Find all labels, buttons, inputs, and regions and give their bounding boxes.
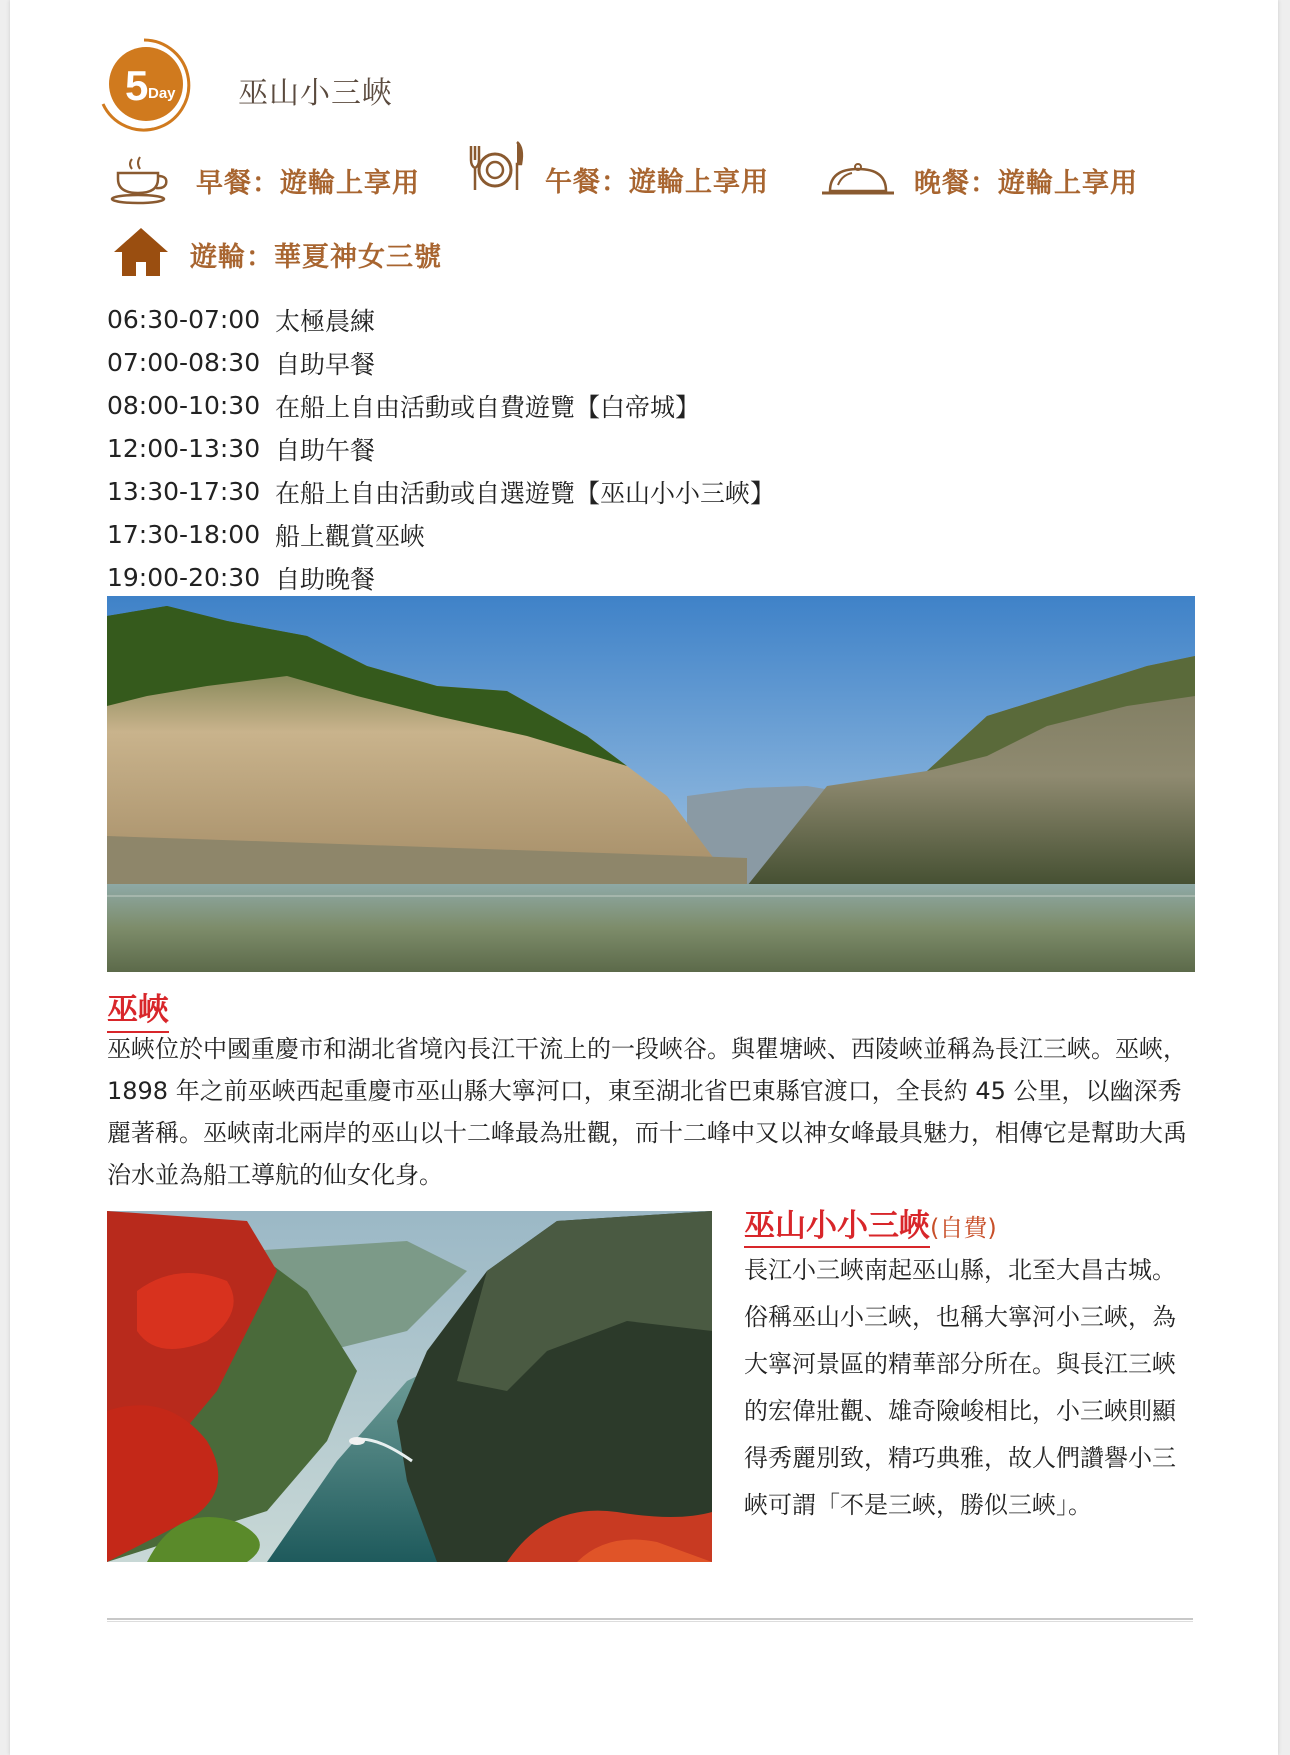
schedule-row — [107, 470, 775, 513]
house-icon — [110, 224, 172, 284]
schedule-row — [107, 427, 775, 470]
small-gorges-text: 長江小三峽南起巫山縣，北至大昌古城。俗稱巫山小三峽，也稱大寧河小三峽，為大寧河景區的精華部分所在。與長江三峽的宏偉壯觀、雄奇險峻相比，小三峽則顯得秀麗別致，精巧典雅，故人們讚譽小三峽可謂「不是三峽，勝似三峽」。 — [744, 1256, 1176, 1519]
wu-gorge-title: 巫峽 — [107, 984, 169, 1033]
breakfast-label: 早餐：遊輪上享用 — [196, 167, 420, 199]
schedule-time: 07:00-08:30 — [107, 348, 261, 377]
schedule-activity: 在船上自由活動或自選遊覽【巫山小小三峽】 — [275, 478, 776, 508]
coffee-cup-icon — [110, 155, 172, 205]
schedule-time: 06:30-07:00 — [107, 305, 261, 334]
schedule-activity: 自助早餐 — [275, 349, 376, 379]
day-badge — [95, 36, 193, 134]
day-title: 巫山小三峽 — [238, 76, 393, 111]
day-word: Day — [148, 85, 176, 102]
schedule-time: 08:00-10:30 — [107, 391, 261, 420]
wu-gorge-photo — [107, 596, 1195, 972]
schedule-time: 12:00-13:30 — [107, 434, 261, 463]
schedule-activity: 在船上自由活動或自費遊覽【白帝城】 — [275, 392, 701, 422]
bottom-divider — [107, 1618, 1193, 1622]
lodging-item — [110, 224, 442, 284]
day-number: 5 — [125, 62, 149, 109]
lunch-item — [465, 138, 769, 198]
small-gorges-title-main: 巫山小小三峽 — [744, 1208, 930, 1248]
small-gorges-title-note: (自費) — [930, 1214, 997, 1242]
schedule-row — [107, 298, 775, 341]
small-gorges-photo — [107, 1211, 712, 1562]
dinner-item — [820, 150, 1138, 210]
schedule-activity: 自助午餐 — [275, 435, 376, 465]
breakfast-item — [110, 150, 420, 210]
schedule-list — [107, 298, 775, 599]
schedule-row — [107, 513, 775, 556]
small-gorges-title — [744, 1200, 997, 1245]
schedule-activity: 太極晨練 — [275, 306, 376, 336]
schedule-row — [107, 556, 775, 599]
plate-cutlery-icon — [465, 138, 527, 198]
dinner-label: 晚餐：遊輪上享用 — [914, 167, 1138, 199]
schedule-row — [107, 384, 775, 427]
schedule-time: 13:30-17:30 — [107, 477, 261, 506]
schedule-time: 19:00-20:30 — [107, 563, 261, 592]
cloche-icon — [820, 157, 896, 203]
lunch-label: 午餐：遊輪上享用 — [545, 166, 769, 198]
lodging-label: 遊輪：華夏神女三號 — [190, 241, 442, 273]
schedule-activity: 船上觀賞巫峽 — [275, 521, 426, 551]
schedule-row — [107, 341, 775, 384]
schedule-activity: 自助晚餐 — [275, 564, 376, 594]
schedule-time: 17:30-18:00 — [107, 520, 261, 549]
itinerary-page — [10, 0, 1278, 1755]
wu-gorge-text: 巫峽位於中國重慶市和湖北省境內長江干流上的一段峽谷。與瞿塘峽、西陵峽並稱為長江三峽。巫峽，1898 年之前巫峽西起重慶市巫山縣大寧河口，東至湖北省巴東縣官渡口，全長約 45 公里，以幽深秀麗著稱。巫峽南北兩岸的巫山以十二峰最為壯觀，而十二峰中又以神女峰最具魅力，相傳它是幫助大禹治水並為船工導航的仙女化身。 — [107, 1035, 1187, 1189]
